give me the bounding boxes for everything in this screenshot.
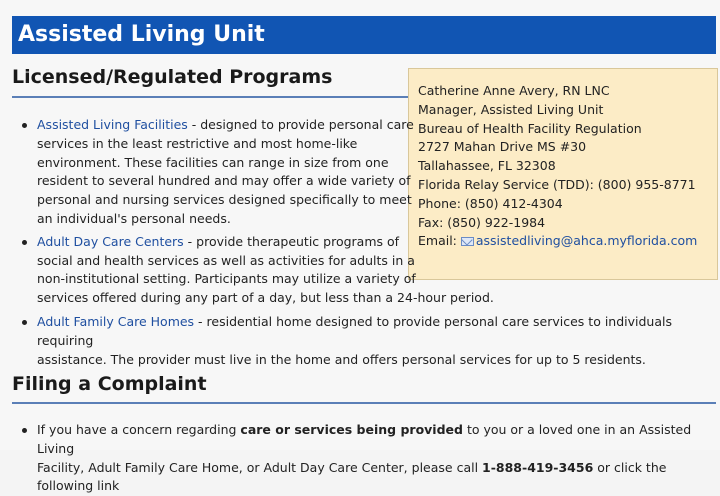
complaint-text: If you have a concern regarding — [37, 422, 241, 437]
list-item-adult-family-care-homes — [0, 313, 720, 369]
contact-email-link[interactable]: assistedliving@ahca.myflorida.com — [475, 233, 698, 249]
contact-email-label: Email: — [418, 233, 461, 249]
complaint-bold-text: care or services being provided — [240, 422, 463, 437]
program-desc-line: personal and nursing services designed specifically to meet — [37, 192, 412, 208]
program-desc-line: - designed to provide personal care — [187, 117, 414, 132]
contact-phone: Phone: (850) 412-4304 — [418, 195, 563, 211]
program-desc-line: services in the least restrictive and most home-like — [37, 135, 358, 151]
program-desc-line: - provide therapeutic programs of — [183, 233, 400, 249]
program-desc-line: services offered during any part of a day, but less than a 24-hour period. — [37, 290, 494, 306]
program-desc-line: an individual's personal needs. — [37, 210, 231, 226]
program-desc-line: - residential home designed to provide personal care services to individuals requiring — [37, 313, 672, 348]
program-desc-line: assistance. The provider must live in the home and offers personal services for up to 5 residents. — [37, 351, 646, 367]
contact-name: Catherine Anne Avery, RN LNC — [418, 83, 610, 98]
list-item-assisted-living-facilities — [0, 116, 720, 229]
program-desc-line: environment. These facilities can range in size from one — [37, 154, 389, 170]
complaint-text: or click the following link — [37, 459, 667, 494]
link-adult-day-care-centers[interactable]: Adult Day Care Centers — [37, 233, 184, 249]
contact-city: Tallahassee, FL 32308 — [418, 158, 556, 174]
complaint-list — [0, 421, 720, 496]
contact-fax: Fax: (850) 922-1984 — [418, 214, 546, 230]
section-heading-filing-complaint: Filing a Complaint — [12, 373, 207, 395]
complaint-phone: 1-888-419-3456 — [482, 459, 594, 475]
contact-street: 2727 Mahan Drive MS #30 — [418, 139, 587, 155]
program-desc-line: non-institutional setting. Participants may utilize a variety of — [37, 271, 416, 287]
list-item-adult-day-care-centers — [0, 233, 720, 308]
program-desc-line: resident to several hundred and may offer a wide variety of — [37, 173, 411, 189]
programs-list — [0, 116, 720, 369]
section-divider — [12, 402, 716, 404]
section-heading-licensed-programs: Licensed/Regulated Programs — [12, 66, 333, 88]
section-divider — [12, 96, 408, 98]
page-title: Assisted Living Unit — [12, 16, 716, 54]
list-item-complaint — [0, 421, 720, 496]
contact-relay: Florida Relay Service (TDD): (800) 955-8771 — [418, 176, 696, 192]
contact-bureau: Bureau of Health Facility Regulation — [418, 120, 642, 136]
link-adult-family-care-homes[interactable]: Adult Family Care Homes — [37, 313, 195, 329]
contact-role: Manager, Assisted Living Unit — [418, 101, 604, 117]
link-assisted-living-facilities[interactable]: Assisted Living Facilities — [37, 117, 188, 132]
complaint-text: Facility, Adult Family Care Home, or Adult Day Care Center, please call — [37, 459, 483, 475]
complaint-text: to you or a loved one in an Assisted Living — [37, 422, 692, 456]
program-desc-line: social and health services as well as activities for adults in a — [37, 252, 415, 268]
